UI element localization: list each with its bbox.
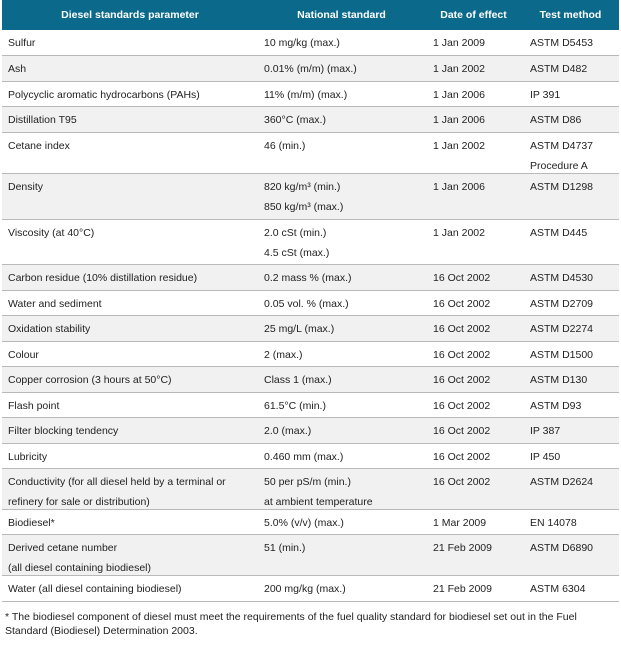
cell-date-of-effect: 16 Oct 2002 bbox=[425, 468, 522, 509]
cell-test-method bbox=[522, 443, 619, 468]
cell-national-standard-line: 0.05 vol. % (max.) bbox=[264, 297, 349, 310]
cell-national-standard bbox=[258, 417, 425, 443]
cell-national-standard-line: 2.0 cSt (min.) bbox=[264, 226, 327, 239]
cell-national-standard bbox=[258, 509, 425, 534]
cell-national-standard bbox=[258, 219, 425, 264]
cell-date-of-effect: 21 Feb 2009 bbox=[425, 575, 522, 601]
cell-parameter bbox=[2, 392, 258, 417]
cell-test-method-line: ASTM D4530 bbox=[530, 271, 594, 284]
cell-parameter-line: Derived cetane number bbox=[8, 541, 118, 554]
table-row bbox=[2, 219, 619, 264]
cell-national-standard-line: 25 mg/L (max.) bbox=[264, 322, 335, 335]
cell-parameter bbox=[2, 468, 258, 509]
cell-national-standard-line: 51 (min.) bbox=[264, 541, 306, 554]
cell-national-standard-line: Class 1 (max.) bbox=[264, 373, 332, 386]
cell-test-method-line: IP 450 bbox=[530, 450, 561, 463]
column-header-test-method: Test method bbox=[522, 0, 619, 30]
cell-parameter bbox=[2, 55, 258, 81]
cell-test-method bbox=[522, 219, 619, 264]
cell-national-standard-line: 61.5°C (min.) bbox=[264, 399, 326, 412]
cell-parameter-line: Water (all diesel containing biodiesel) bbox=[8, 582, 182, 595]
cell-test-method bbox=[522, 392, 619, 417]
cell-date-of-effect: 16 Oct 2002 bbox=[425, 392, 522, 417]
cell-parameter-line: Water and sediment bbox=[8, 297, 102, 310]
cell-parameter bbox=[2, 443, 258, 468]
cell-national-standard bbox=[258, 392, 425, 417]
cell-national-standard bbox=[258, 443, 425, 468]
cell-test-method-line: ASTM D6890 bbox=[530, 541, 594, 554]
cell-parameter bbox=[2, 106, 258, 132]
table-row bbox=[2, 534, 619, 575]
cell-test-method-line: ASTM D86 bbox=[530, 113, 582, 126]
cell-date-of-effect: 16 Oct 2002 bbox=[425, 417, 522, 443]
cell-test-method bbox=[522, 315, 619, 341]
cell-parameter-line: Carbon residue (10% distillation residue) bbox=[8, 271, 198, 284]
cell-date-of-effect: 1 Jan 2006 bbox=[425, 106, 522, 132]
table-row bbox=[2, 132, 619, 173]
cell-parameter bbox=[2, 366, 258, 392]
table-row bbox=[2, 366, 619, 392]
cell-date-of-effect: 1 Mar 2009 bbox=[425, 509, 522, 534]
cell-national-standard bbox=[258, 132, 425, 173]
cell-date-of-effect: 1 Jan 2002 bbox=[425, 55, 522, 81]
cell-national-standard bbox=[258, 575, 425, 601]
table-row bbox=[2, 30, 619, 55]
cell-test-method bbox=[522, 132, 619, 173]
cell-test-method-line: ASTM D2624 bbox=[530, 475, 594, 488]
cell-parameter-line: Filter blocking tendency bbox=[8, 424, 119, 437]
cell-national-standard bbox=[258, 55, 425, 81]
cell-national-standard bbox=[258, 341, 425, 366]
cell-national-standard-line: 850 kg/m³ (max.) bbox=[264, 200, 344, 213]
cell-date-of-effect: 1 Jan 2002 bbox=[425, 132, 522, 173]
table-row bbox=[2, 55, 619, 81]
cell-test-method-line: ASTM D130 bbox=[530, 373, 588, 386]
footnote: * The biodiesel component of diesel must meet the requirements of the fuel quality standard for biodiesel set out in the Fuel Standard (Biodiesel) Determination 2003. bbox=[5, 611, 577, 637]
cell-parameter bbox=[2, 509, 258, 534]
cell-parameter-line: refinery for sale or distribution) bbox=[8, 495, 150, 508]
cell-test-method-line: ASTM D5453 bbox=[530, 37, 594, 49]
table-row bbox=[2, 468, 619, 509]
table-row bbox=[2, 315, 619, 341]
cell-national-standard-line: 11% (m/m) (max.) bbox=[264, 88, 348, 101]
cell-parameter bbox=[2, 173, 258, 219]
cell-test-method bbox=[522, 173, 619, 219]
cell-parameter bbox=[2, 417, 258, 443]
cell-test-method bbox=[522, 341, 619, 366]
cell-test-method bbox=[522, 509, 619, 534]
table-row bbox=[2, 417, 619, 443]
cell-test-method bbox=[522, 468, 619, 509]
column-header-national-standard: National standard bbox=[258, 0, 425, 30]
cell-test-method bbox=[522, 55, 619, 81]
diesel-standards-table bbox=[2, 0, 619, 602]
cell-national-standard-line: 820 kg/m³ (min.) bbox=[264, 180, 341, 193]
cell-test-method-line: IP 387 bbox=[530, 424, 561, 437]
cell-test-method bbox=[522, 290, 619, 315]
table-row bbox=[2, 106, 619, 132]
cell-date-of-effect: 1 Jan 2002 bbox=[425, 219, 522, 264]
cell-parameter-line: Oxidation stability bbox=[8, 322, 91, 335]
cell-national-standard-line: 0.460 mm (max.) bbox=[264, 450, 344, 463]
cell-parameter bbox=[2, 132, 258, 173]
cell-national-standard bbox=[258, 30, 425, 55]
cell-test-method bbox=[522, 106, 619, 132]
table-row bbox=[2, 290, 619, 315]
cell-national-standard-line: 50 per pS/m (min.) bbox=[264, 475, 351, 488]
cell-national-standard bbox=[258, 106, 425, 132]
cell-national-standard bbox=[258, 290, 425, 315]
cell-parameter-line: Colour bbox=[8, 348, 39, 361]
cell-parameter bbox=[2, 575, 258, 601]
cell-national-standard bbox=[258, 81, 425, 106]
table-row bbox=[2, 341, 619, 366]
cell-national-standard-line: at ambient temperature bbox=[264, 495, 373, 508]
table-row bbox=[2, 173, 619, 219]
cell-test-method-line: ASTM D93 bbox=[530, 399, 582, 412]
cell-parameter-line: Polycyclic aromatic hydrocarbons (PAHs) bbox=[8, 88, 200, 101]
cell-test-method-line: ASTM D1298 bbox=[530, 180, 594, 193]
cell-national-standard-line: 4.5 cSt (max.) bbox=[264, 246, 330, 259]
cell-date-of-effect: 16 Oct 2002 bbox=[425, 264, 522, 290]
cell-test-method-line: IP 391 bbox=[530, 88, 561, 101]
cell-parameter-line: Copper corrosion (3 hours at 50°C) bbox=[8, 373, 172, 386]
cell-parameter-line: Viscosity (at 40°C) bbox=[8, 226, 95, 239]
cell-date-of-effect: 16 Oct 2002 bbox=[425, 341, 522, 366]
cell-date-of-effect: 16 Oct 2002 bbox=[425, 290, 522, 315]
table-row bbox=[2, 575, 619, 601]
cell-national-standard-line: 360°C (max.) bbox=[264, 113, 326, 126]
cell-national-standard bbox=[258, 366, 425, 392]
cell-parameter bbox=[2, 219, 258, 264]
cell-national-standard-line: 46 (min.) bbox=[264, 139, 306, 152]
cell-test-method bbox=[522, 30, 619, 55]
cell-test-method bbox=[522, 534, 619, 575]
cell-test-method bbox=[522, 264, 619, 290]
column-header-date-of-effect: Date of effect bbox=[425, 0, 522, 30]
cell-parameter bbox=[2, 264, 258, 290]
cell-parameter bbox=[2, 81, 258, 106]
cell-parameter-line: Density bbox=[8, 180, 44, 193]
cell-test-method-line: EN 14078 bbox=[530, 516, 577, 529]
table-row bbox=[2, 443, 619, 468]
cell-national-standard-line: 5.0% (v/v) (max.) bbox=[264, 516, 344, 529]
cell-test-method-line: Procedure A bbox=[530, 159, 588, 172]
cell-test-method bbox=[522, 81, 619, 106]
cell-date-of-effect: 16 Oct 2002 bbox=[425, 366, 522, 392]
table-row bbox=[2, 264, 619, 290]
cell-national-standard-line: 2 (max.) bbox=[264, 348, 303, 361]
cell-test-method bbox=[522, 417, 619, 443]
cell-test-method bbox=[522, 366, 619, 392]
cell-date-of-effect: 16 Oct 2002 bbox=[425, 443, 522, 468]
cell-national-standard bbox=[258, 468, 425, 509]
cell-national-standard bbox=[258, 264, 425, 290]
cell-parameter-line: Flash point bbox=[8, 399, 60, 412]
cell-test-method-line: ASTM D1500 bbox=[530, 348, 594, 361]
cell-test-method-line: ASTM D445 bbox=[530, 226, 588, 239]
cell-parameter-line: Sulfur bbox=[8, 37, 36, 49]
cell-test-method-line: ASTM D2709 bbox=[530, 297, 594, 310]
cell-date-of-effect: 16 Oct 2002 bbox=[425, 315, 522, 341]
cell-parameter-line: Biodiesel* bbox=[8, 516, 55, 529]
cell-date-of-effect: 21 Feb 2009 bbox=[425, 534, 522, 575]
table-row bbox=[2, 392, 619, 417]
cell-parameter-line: Cetane index bbox=[8, 139, 70, 152]
cell-national-standard bbox=[258, 315, 425, 341]
cell-national-standard-line: 200 mg/kg (max.) bbox=[264, 582, 346, 595]
cell-test-method bbox=[522, 575, 619, 601]
cell-parameter bbox=[2, 315, 258, 341]
cell-national-standard-line: 0.2 mass % (max.) bbox=[264, 271, 352, 284]
cell-parameter-line: Ash bbox=[8, 62, 27, 75]
cell-parameter bbox=[2, 30, 258, 55]
table-row bbox=[2, 81, 619, 106]
cell-date-of-effect: 1 Jan 2006 bbox=[425, 173, 522, 219]
cell-test-method-line: ASTM D4737 bbox=[530, 139, 594, 152]
cell-national-standard-line: 0.01% (m/m) (max.) bbox=[264, 62, 357, 75]
table-header bbox=[2, 0, 619, 30]
cell-test-method-line: ASTM D482 bbox=[530, 62, 588, 75]
cell-national-standard bbox=[258, 173, 425, 219]
cell-parameter bbox=[2, 341, 258, 366]
cell-date-of-effect: 1 Jan 2006 bbox=[425, 81, 522, 106]
header-row bbox=[2, 0, 619, 30]
cell-national-standard-line: 2.0 (max.) bbox=[264, 424, 312, 437]
cell-test-method-line: ASTM 6304 bbox=[530, 582, 586, 595]
cell-parameter-line: Conductivity (for all diesel held by a terminal or bbox=[8, 475, 226, 488]
cell-test-method-line: ASTM D2274 bbox=[530, 322, 594, 335]
table-body bbox=[2, 30, 619, 601]
cell-parameter bbox=[2, 290, 258, 315]
column-header-parameter: Diesel standards parameter bbox=[2, 0, 258, 30]
table-row bbox=[2, 509, 619, 534]
cell-parameter-line: (all diesel containing biodiesel) bbox=[8, 561, 152, 574]
cell-parameter-line: Lubricity bbox=[8, 450, 48, 463]
cell-national-standard bbox=[258, 534, 425, 575]
cell-parameter-line: Distillation T95 bbox=[8, 113, 77, 126]
cell-parameter bbox=[2, 534, 258, 575]
cell-date-of-effect: 1 Jan 2009 bbox=[425, 30, 522, 55]
cell-national-standard-line: 10 mg/kg (max.) bbox=[264, 37, 340, 49]
